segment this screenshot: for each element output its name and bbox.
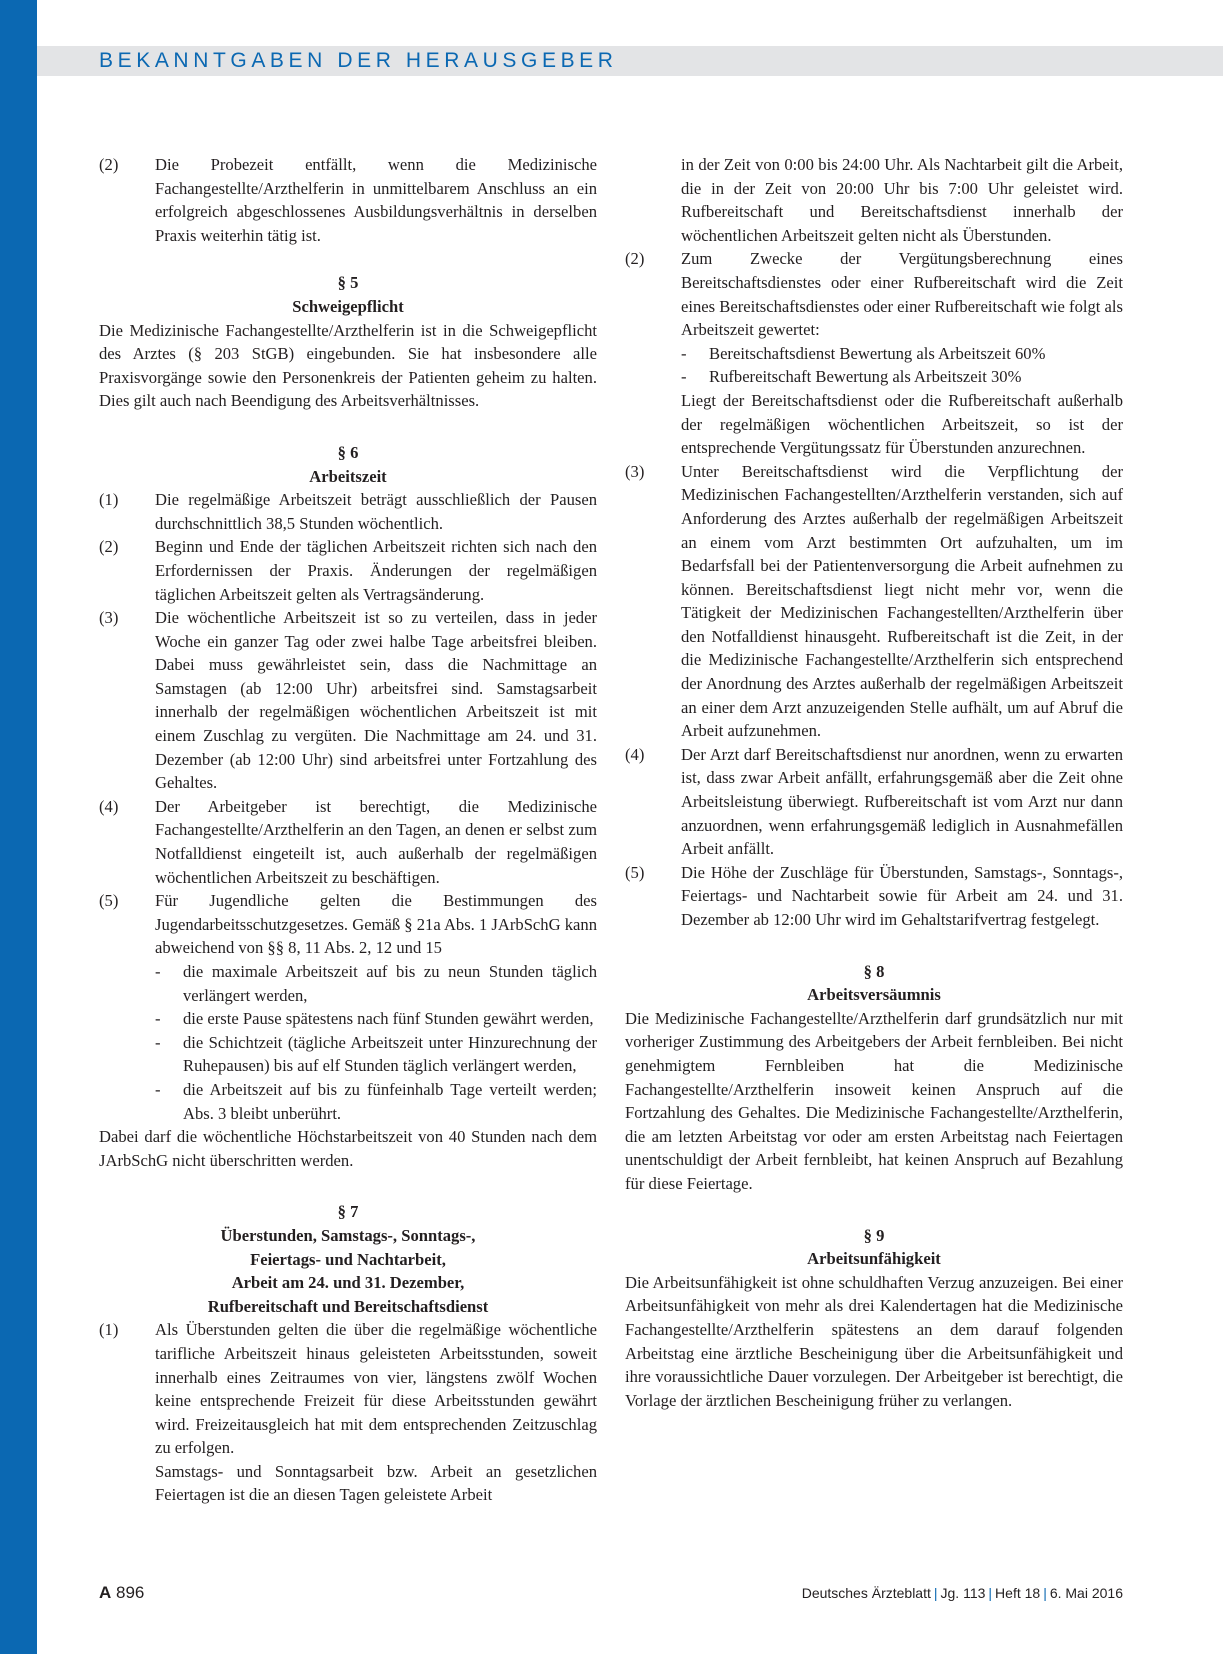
dash-text: die Schichtzeit (tägliche Arbeitszeit unter Hinzurechnung der Ruhepausen) bis auf elf Stunden täglich verlängert werden, [183, 1032, 597, 1076]
section-6-item-5 [99, 889, 597, 960]
item-text: Die wöchentliche Arbeitszeit ist so zu verteilen, dass in jeder Woche ein ganzer Tag oder zwei halbe Tage arbeitsfrei bleiben. Dabei muss gewährleistet sein, dass die Nachmittage an Samstagen (ab 12:00 Uhr) arbeitsfrei sind. Samstagsarbeit innerhalb der regelmäßigen wöchentlichen Arbeitszeit ist mit einem Zuschlag zu vergüten. Die Nachmittage am 24. und 31. Dezember (ab 12:00 Uhr) sind arbeitsfrei unter Fortzahlung des Gehaltes. [155, 608, 597, 793]
dash-item: - die Schichtzeit (tägliche Arbeitszeit unter Hinzurechnung der Ruhepausen) bis auf elf Stunden täglich verlängert werden, [155, 1032, 597, 1076]
page-number [99, 1583, 144, 1603]
left-color-bar [0, 0, 37, 1654]
section-8-text: Die Medizinische Fachangestellte/Arzthelferin darf grundsätzlich nur mit vorheriger Zustimmung des Arbeitgebers der Arbeit fernbleiben. Bei nicht genehmigtem Fernbleiben hat die Medizinische Fachangestellte/Arzthelferin insoweit keinen Anspruch auf die Fortzahlung des Gehaltes. Die Medizinische Fachangestellte/Arzthelferin, die am letzten Arbeitstag vor oder am ersten Arbeitstag nach Feiertagen unentschuldigt der Arbeit fernbleibt, hat keinen Anspruch auf Bezahlung für diese Feiertage. [625, 1008, 1123, 1193]
section-6-number: § 6 [337, 442, 359, 462]
section-6-title: Arbeitszeit [309, 466, 387, 486]
left-column [99, 153, 597, 1507]
dash-item: - Rufbereitschaft Bewertung als Arbeitszeit 30% [681, 367, 1022, 387]
item-text: Der Arbeitgeber ist berechtigt, die Medizinische Fachangestellte/Arzthelferin an den Tagen, an denen er selbst zum Notfalldienst eingeteilt ist, auch außerhalb der regelmäßigen wöchentlichen Arbeitszeit zu beschäftigen. [155, 796, 597, 887]
dash-item: - die Arbeitszeit auf bis zu fünfeinhalb Tage verteilt werden; Abs. 3 bleibt unberührt. [155, 1079, 597, 1123]
section-7-item-2-after: Liegt der Bereitschaftsdienst oder die Rufbereitschaft außerhalb der regelmäßigen wöchentlichen Arbeitszeit, so ist der entsprechende Vergütungssatz für Überstunden anzurechnen. [681, 390, 1123, 458]
section-7-item-2 [625, 247, 1123, 341]
section-5-title: Schweigepflicht [292, 296, 404, 316]
section-6-item-2 [99, 535, 597, 606]
journal-citation: Deutsches Ärzteblatt | Jg. 113 | Heft 18 | 6. Mai 2016 [801, 1585, 1123, 1601]
journal-name: Deutsches Ärzteblatt [801, 1585, 931, 1601]
section-7-item-1-continuation: Samstags- und Sonntagsarbeit bzw. Arbeit an gesetzlichen Feiertagen ist die an diesen Tagen geleistete Arbeit [155, 1461, 597, 1505]
journal-volume: Jg. 113 [940, 1585, 986, 1601]
item-number: (4) [99, 796, 119, 816]
item-text: Für Jugendliche gelten die Bestimmungen des Jugendarbeitsschutzgesetzes. Gemäß § 21a Abs. 1 JArbSchG kann abweichend von §§ 8, 11 Abs. 2, 12 und 15 [155, 891, 597, 958]
page-number-value: 896 [116, 1583, 145, 1602]
item-text: Zum Zwecke der Vergütungsberechnung eines Bereitschaftsdienstes oder einer Rufbereitschaft wird die Zeit eines Bereitschaftsdienstes oder einer Rufbereitschaft wie folgt als Arbeitszeit gewertet: [681, 249, 1123, 340]
section-7-item-1 [99, 1318, 597, 1460]
item-number: (2) [625, 249, 645, 269]
item-text: Beginn und Ende der täglichen Arbeitszeit richten sich nach den Erfordernissen der Praxis. Änderungen der regelmäßigen täglichen Arbeitszeit gelten als Vertragsänderung. [155, 537, 597, 604]
section-5-text: Die Medizinische Fachangestellte/Arzthelferin ist in die Schweigepflicht des Arztes (§ 203 StGB) eingebunden. Sie hat insbesondere alle Praxisvorgänge sowie den Personenkreis der Patienten geheim zu halten. Dies gilt auch nach Beendigung des Arbeitsverhältnisses. [99, 320, 597, 411]
journal-date: 6. Mai 2016 [1049, 1585, 1123, 1601]
section-7-title-line: Rufbereitschaft und Bereitschaftsdienst [207, 1296, 489, 1316]
item-text: Unter Bereitschaftsdienst wird die Verpflichtung der Medizinischen Fachangestellten/Arzthelferin verstanden, sich auf Anforderung des Arztes außerhalb der regelmäßigen Arbeitszeit an einem vom Arzt bestimmten Ort aufzuhalten, um im Bedarfsfall bei der Patientenversorgung die Arbeit aufnehmen zu können. Bereitschaftsdienst liegt nicht mehr vor, wenn die Tätigkeit der Medizinischen Fachangestellten/Arzthelferin über den Notfalldienst hinausgeht. Rufbereitschaft ist die Zeit, in der die Medizinische Fachangestellte/Arzthelferin sich entsprechend der Anordnung des Arztes außerhalb der regelmäßigen Arbeitszeit an einer dem Arzt anzuzeigenden Stelle aufhält, um auf Abruf die Arbeit aufzunehmen. [681, 461, 1123, 741]
section-9-title: Arbeitsunfähigkeit [807, 1249, 941, 1269]
section-7-number: § 7 [337, 1202, 359, 1222]
dash-text: die Arbeitszeit auf bis zu fünfeinhalb Tage verteilt werden; Abs. 3 bleibt unberührt. [183, 1079, 597, 1123]
section-7-item-3 [625, 460, 1123, 743]
item-text: Als Überstunden gelten die über die regelmäßige wöchentliche tarifliche Arbeitszeit hinaus geleisteten Arbeitsstunden, soweit innerhalb eines Zeitraumes von vier, längstens zwölf Wochen keine entsprechende Freizeit für diese Arbeitsstunden gewährt wird. Freizeitausgleich hat mit dem entsprechenden Zeitzuschlag zu erfolgen. [155, 1320, 597, 1458]
item-number: (4) [625, 744, 645, 764]
dash-text: die maximale Arbeitszeit auf bis zu neun Stunden täglich verlängert werden, [183, 962, 597, 1005]
section-6-item-3 [99, 606, 597, 795]
item-number: (2) [99, 155, 119, 174]
paragraph-4-2 [99, 153, 597, 247]
dash-item: - die maximale Arbeitszeit auf bis zu neun Stunden täglich verlängert werden, [155, 962, 597, 1005]
section-7-item-4 [625, 743, 1123, 861]
journal-issue: Heft 18 [995, 1585, 1041, 1601]
section-6-item-1 [99, 488, 597, 535]
section-7-title-line: Feiertags- und Nachtarbeit, [250, 1249, 446, 1269]
section-5-number: § 5 [337, 273, 359, 293]
dash-text: Rufbereitschaft Bewertung als Arbeitszeit 30% [709, 367, 1022, 387]
section-6-closing: Dabei darf die wöchentliche Höchstarbeitszeit von 40 Stunden nach dem JArbSchG nicht überschritten werden. [99, 1127, 597, 1170]
item-text: Der Arzt darf Bereitschaftsdienst nur anordnen, wenn zu erwarten ist, dass zwar Arbeit anfällt, erfahrungsgemäß aber die Zeit ohne Arbeitsleistung überwiegt. Rufbereitschaft ist vom Arzt nur dann anzuordnen, wenn erfahrungsgemäß lediglich in Ausnahmefällen Arbeit anfällt. [681, 744, 1123, 859]
section-header-title: BEKANNTGABEN DER HERAUSGEBER [99, 49, 618, 72]
dash-text: Bereitschaftsdienst Bewertung als Arbeitszeit 60% [709, 343, 1046, 363]
item-text: Die Höhe der Zuschläge für Überstunden, Samstags-, Sonntags-, Feiertags- und Nachtarbeit sowie für Arbeit am 24. und 31. Dezember ab 12:00 Uhr wird im Gehaltstarifvertrag festgelegt. [681, 862, 1123, 929]
page-prefix: A [99, 1583, 112, 1602]
item-number: (2) [99, 537, 119, 557]
section-8-title: Arbeitsversäumnis [807, 985, 941, 1005]
item-number: (5) [99, 891, 119, 911]
item-number: (5) [625, 862, 645, 882]
dash-item: - Bereitschaftsdienst Bewertung als Arbeitszeit 60% [681, 343, 1046, 363]
right-column [625, 153, 1123, 1412]
section-7-title-line: Arbeit am 24. und 31. Dezember, [231, 1273, 465, 1293]
item-number: (1) [99, 1320, 119, 1340]
section-8-number: § 8 [863, 961, 885, 981]
section-7-title-line: Überstunden, Samstags-, Sonntags-, [220, 1225, 476, 1245]
item-number: (3) [99, 608, 119, 628]
item-text: Die regelmäßige Arbeitszeit beträgt ausschließlich der Pausen durchschnittlich 38,5 Stunden wöchentlich. [155, 490, 597, 533]
item-text: Die Probezeit entfällt, wenn die Medizinische Fachangestellte/Arzthelferin in unmittelbarem Anschluss an ein erfolgreich abgeschlossenes Ausbildungsverhältnis in derselben Praxis weiterhin tätig ist. [155, 155, 597, 245]
item-number: (1) [99, 490, 119, 510]
section-9-text: Die Arbeitsunfähigkeit ist ohne schuldhaften Verzug anzuzeigen. Bei einer Arbeitsunfähigkeit von mehr als drei Kalendertagen hat die Medizinische Fachangestellte/Arzthelferin spätestens an dem darauf folgenden Arbeitstag eine ärztliche Bescheinigung über die Arbeitsunfähigkeit und ihre voraussichtliche Dauer vorzulegen. Der Arbeitgeber ist berechtigt, die Vorlage der ärztlichen Bescheinigung früher zu verlangen. [625, 1272, 1123, 1410]
section-9-number: § 9 [863, 1225, 885, 1245]
section-7-item-2-dash-list [625, 342, 1123, 389]
dash-text: die erste Pause spätestens nach fünf Stunden gewährt werden, [183, 1009, 594, 1029]
section-6-dash-list [99, 960, 597, 1125]
item-number: (3) [625, 461, 645, 481]
dash-item: - die erste Pause spätestens nach fünf Stunden gewährt werden, [155, 1009, 594, 1029]
section-7-item-5 [625, 861, 1123, 932]
section-7-item-1-continuation-right: in der Zeit von 0:00 bis 24:00 Uhr. Als Nachtarbeit gilt die Arbeit, die in der Zeit von 20:00 Uhr bis 7:00 Uhr geleistet wird. Rufbereitschaft und Bereitschaftsdienst innerhalb der wöchentlichen Arbeitszeit gelten nicht als Überstunden. [681, 155, 1123, 245]
section-6-item-4 [99, 795, 597, 889]
